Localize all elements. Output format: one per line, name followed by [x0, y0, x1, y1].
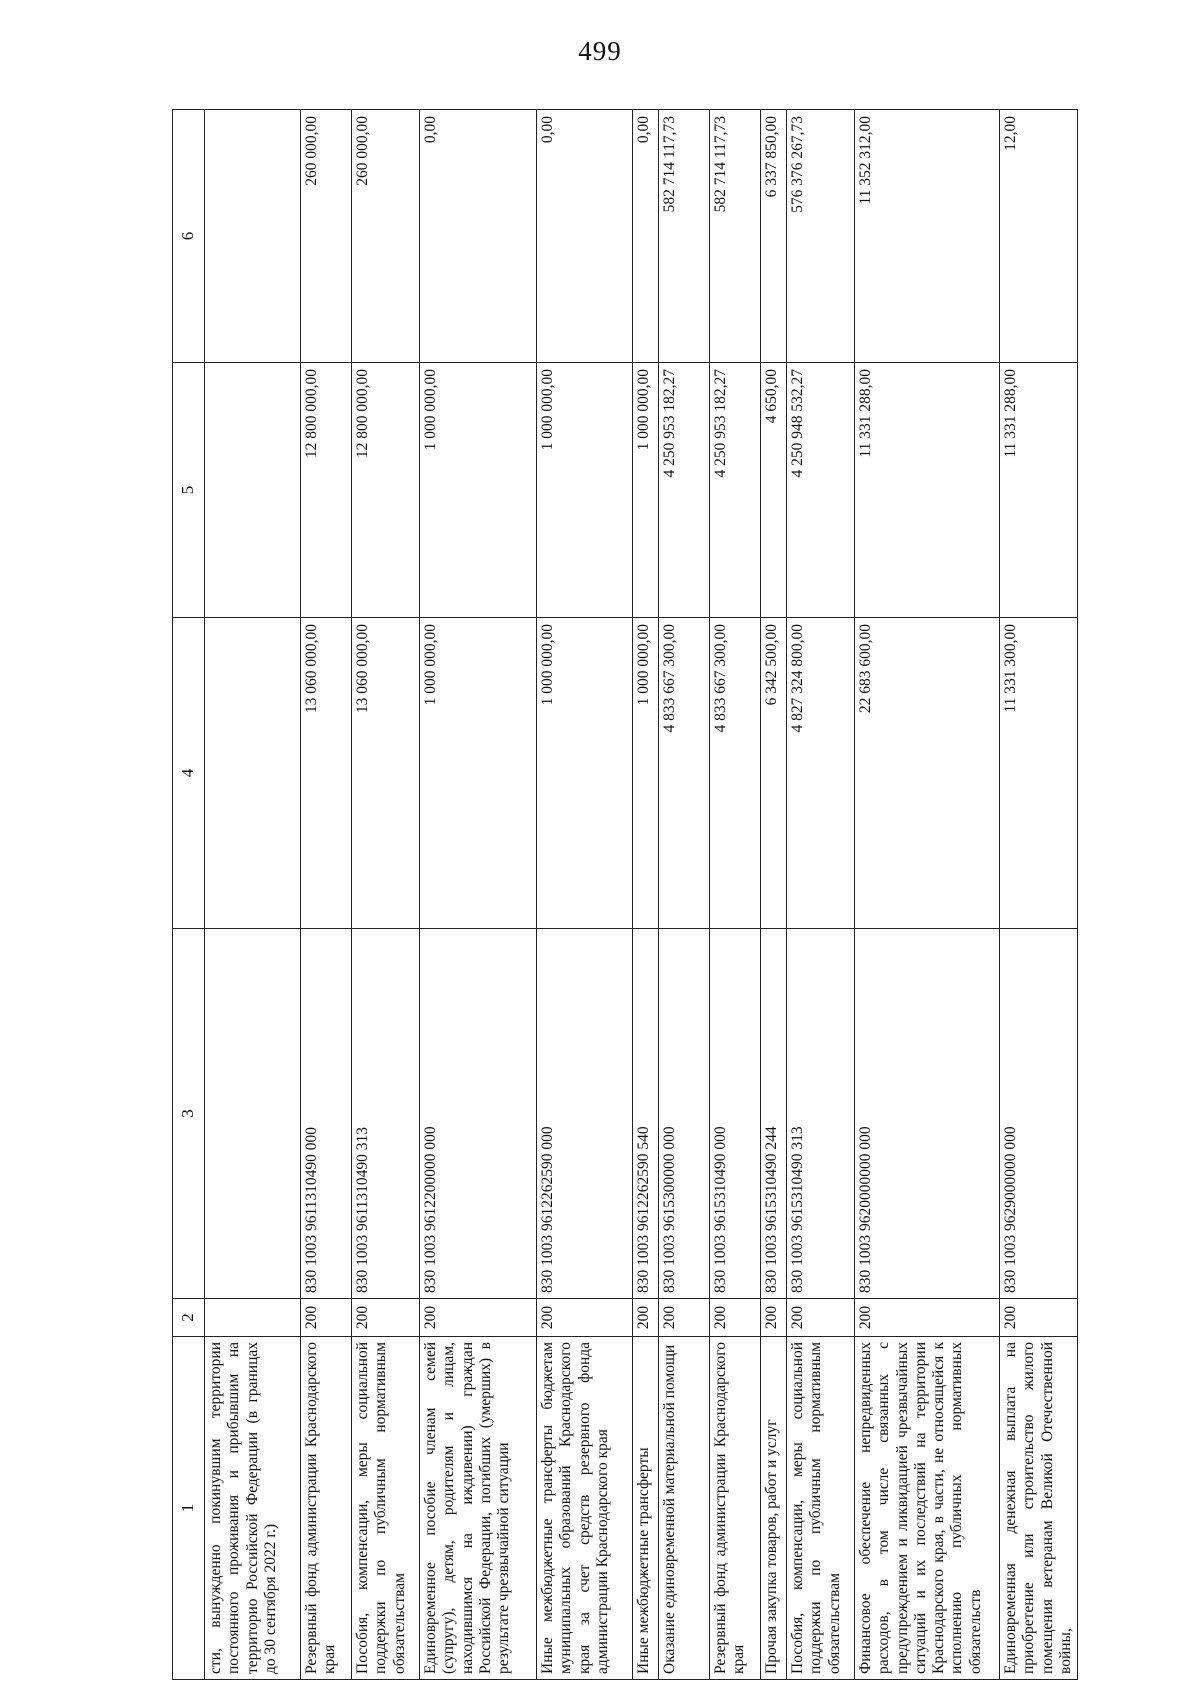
row-name: сти, вынужденно покинувшим территории постоянного проживания и прибывшим на территорио Российской Федерации (в границах до 30 сентября 2022 г.) — [205, 1337, 301, 1680]
row-name: Иные межбюджетные трансферты бюджетам муниципальных образований Краснодарского края за счет средств резервного фонда администрации Краснодарского края — [537, 1337, 633, 1680]
row-col2 — [205, 1299, 301, 1337]
row-name: Финансовое обеспечение непредвиденных расходов, в том числе связанных с предупреждением и ликвидацией чрезвычайных ситуаций и их последствий на территории Краснодарского края, в части, не относящейся к исполнению публичных нормативных обязательств — [855, 1337, 1000, 1680]
row-col5: 11 331 288,00 — [855, 363, 1000, 618]
row-col4: 11 331 300,00 — [1000, 618, 1078, 929]
row-col2: 200 — [659, 1299, 710, 1337]
row-col5: 1 000 000,00 — [633, 363, 659, 618]
row-col2: 200 — [352, 1299, 420, 1337]
row-col6: 6 337 850,00 — [761, 110, 787, 363]
row-col2: 200 — [855, 1299, 1000, 1337]
header-cell: 4 — [173, 618, 205, 929]
row-name: Единовременное пособие членам семей (супругу), детям, родителям и лицам, находившимся на иждивении) граждан Российской Федерации, погибших (умерших) в результате чрезвычайной ситуации — [420, 1337, 537, 1680]
row-col2: 200 — [301, 1299, 352, 1337]
row-col5: 1 000 000,00 — [537, 363, 633, 618]
row-code: 830 1003 9612200000 000 — [420, 929, 537, 1299]
table-row — [761, 110, 787, 1680]
row-code: 830 1003 9615310490 313 — [787, 929, 855, 1299]
row-col4: 4 833 667 300,00 — [659, 618, 710, 929]
row-col2: 200 — [537, 1299, 633, 1337]
table-row — [205, 110, 301, 1680]
row-col6: 0,00 — [633, 110, 659, 363]
row-col5: 12 800 000,00 — [301, 363, 352, 618]
header-cell: 6 — [173, 110, 205, 363]
header-cell: 3 — [173, 929, 205, 1299]
header-cell: 2 — [173, 1299, 205, 1337]
row-col6: 12,00 — [1000, 110, 1078, 363]
row-col2: 200 — [633, 1299, 659, 1337]
row-col6: 260 000,00 — [352, 110, 420, 363]
table-row — [787, 110, 855, 1680]
row-name: Пособия, компенсации, меры социальной поддержки по публичным нормативным обязательствам — [787, 1337, 855, 1680]
row-col6: 11 352 312,00 — [855, 110, 1000, 363]
header-row — [173, 110, 205, 1680]
row-name: Резервный фонд администрации Краснодарского края — [710, 1337, 761, 1680]
table-row — [855, 110, 1000, 1680]
table-row — [301, 110, 352, 1680]
row-col6: 582 714 117,73 — [659, 110, 710, 363]
row-code: 830 1003 9615300000 000 — [659, 929, 710, 1299]
row-name: Единовременная денежная выплата на приобретение или строительство жилого помещения ветеранам Великой Отечественной войны, — [1000, 1337, 1078, 1680]
row-code: 830 1003 9611310490 000 — [301, 929, 352, 1299]
row-col4: 4 833 667 300,00 — [710, 618, 761, 929]
row-code: 830 1003 9615310490 000 — [710, 929, 761, 1299]
row-code: 830 1003 9615310490 244 — [761, 929, 787, 1299]
row-col5 — [205, 363, 301, 618]
row-code: 830 1003 9612262590 540 — [633, 929, 659, 1299]
row-name: Резервный фонд администрации Краснодарского края — [301, 1337, 352, 1680]
row-col4: 13 060 000,00 — [352, 618, 420, 929]
row-col5: 12 800 000,00 — [352, 363, 420, 618]
row-col5: 4 250 953 182,27 — [710, 363, 761, 618]
row-col6: 0,00 — [420, 110, 537, 363]
table-row — [633, 110, 659, 1680]
row-col4: 1 000 000,00 — [537, 618, 633, 929]
row-col5: 4 250 953 182,27 — [659, 363, 710, 618]
row-code — [205, 929, 301, 1299]
row-code: 830 1003 9629000000 000 — [1000, 929, 1078, 1299]
row-col5: 4 650,00 — [761, 363, 787, 618]
table-row — [420, 110, 537, 1680]
row-col5: 4 250 948 532,27 — [787, 363, 855, 618]
table-row — [710, 110, 761, 1680]
row-col4: 13 060 000,00 — [301, 618, 352, 929]
header-cell: 5 — [173, 363, 205, 618]
table-row — [537, 110, 633, 1680]
row-col5: 11 331 288,00 — [1000, 363, 1078, 618]
row-col4: 4 827 324 800,00 — [787, 618, 855, 929]
row-col2: 200 — [787, 1299, 855, 1337]
page-number: 499 — [578, 36, 622, 66]
row-col4 — [205, 618, 301, 929]
row-code: 830 1003 9611310490 313 — [352, 929, 420, 1299]
table-row — [1000, 110, 1078, 1680]
row-col2: 200 — [761, 1299, 787, 1337]
row-col4: 22 683 600,00 — [855, 618, 1000, 929]
row-col2: 200 — [1000, 1299, 1078, 1337]
row-col6: 576 376 267,73 — [787, 110, 855, 363]
row-name: Иные межбюджетные трансферты — [633, 1337, 659, 1680]
table-row — [659, 110, 710, 1680]
row-code: 830 1003 9620000000 000 — [855, 929, 1000, 1299]
budget-table — [172, 109, 1078, 1680]
row-col6: 260 000,00 — [301, 110, 352, 363]
row-col6: 582 714 117,73 — [710, 110, 761, 363]
row-name: Прочая закупка товаров, работ и услуг — [761, 1337, 787, 1680]
row-name: Пособия, компенсации, меры социальной поддержки по публичным нормативным обязательствам — [352, 1337, 420, 1680]
row-col2: 200 — [710, 1299, 761, 1337]
row-col4: 1 000 000,00 — [420, 618, 537, 929]
table-row — [352, 110, 420, 1680]
row-col6: 0,00 — [537, 110, 633, 363]
row-col4: 6 342 500,00 — [761, 618, 787, 929]
row-col2: 200 — [420, 1299, 537, 1337]
row-name: Оказание единовременной материальной помощи — [659, 1337, 710, 1680]
row-col5: 1 000 000,00 — [420, 363, 537, 618]
row-col6 — [205, 110, 301, 363]
header-cell: 1 — [173, 1337, 205, 1680]
row-col4: 1 000 000,00 — [633, 618, 659, 929]
row-code: 830 1003 9612262590 000 — [537, 929, 633, 1299]
rotated-table-container — [172, 110, 1127, 1680]
